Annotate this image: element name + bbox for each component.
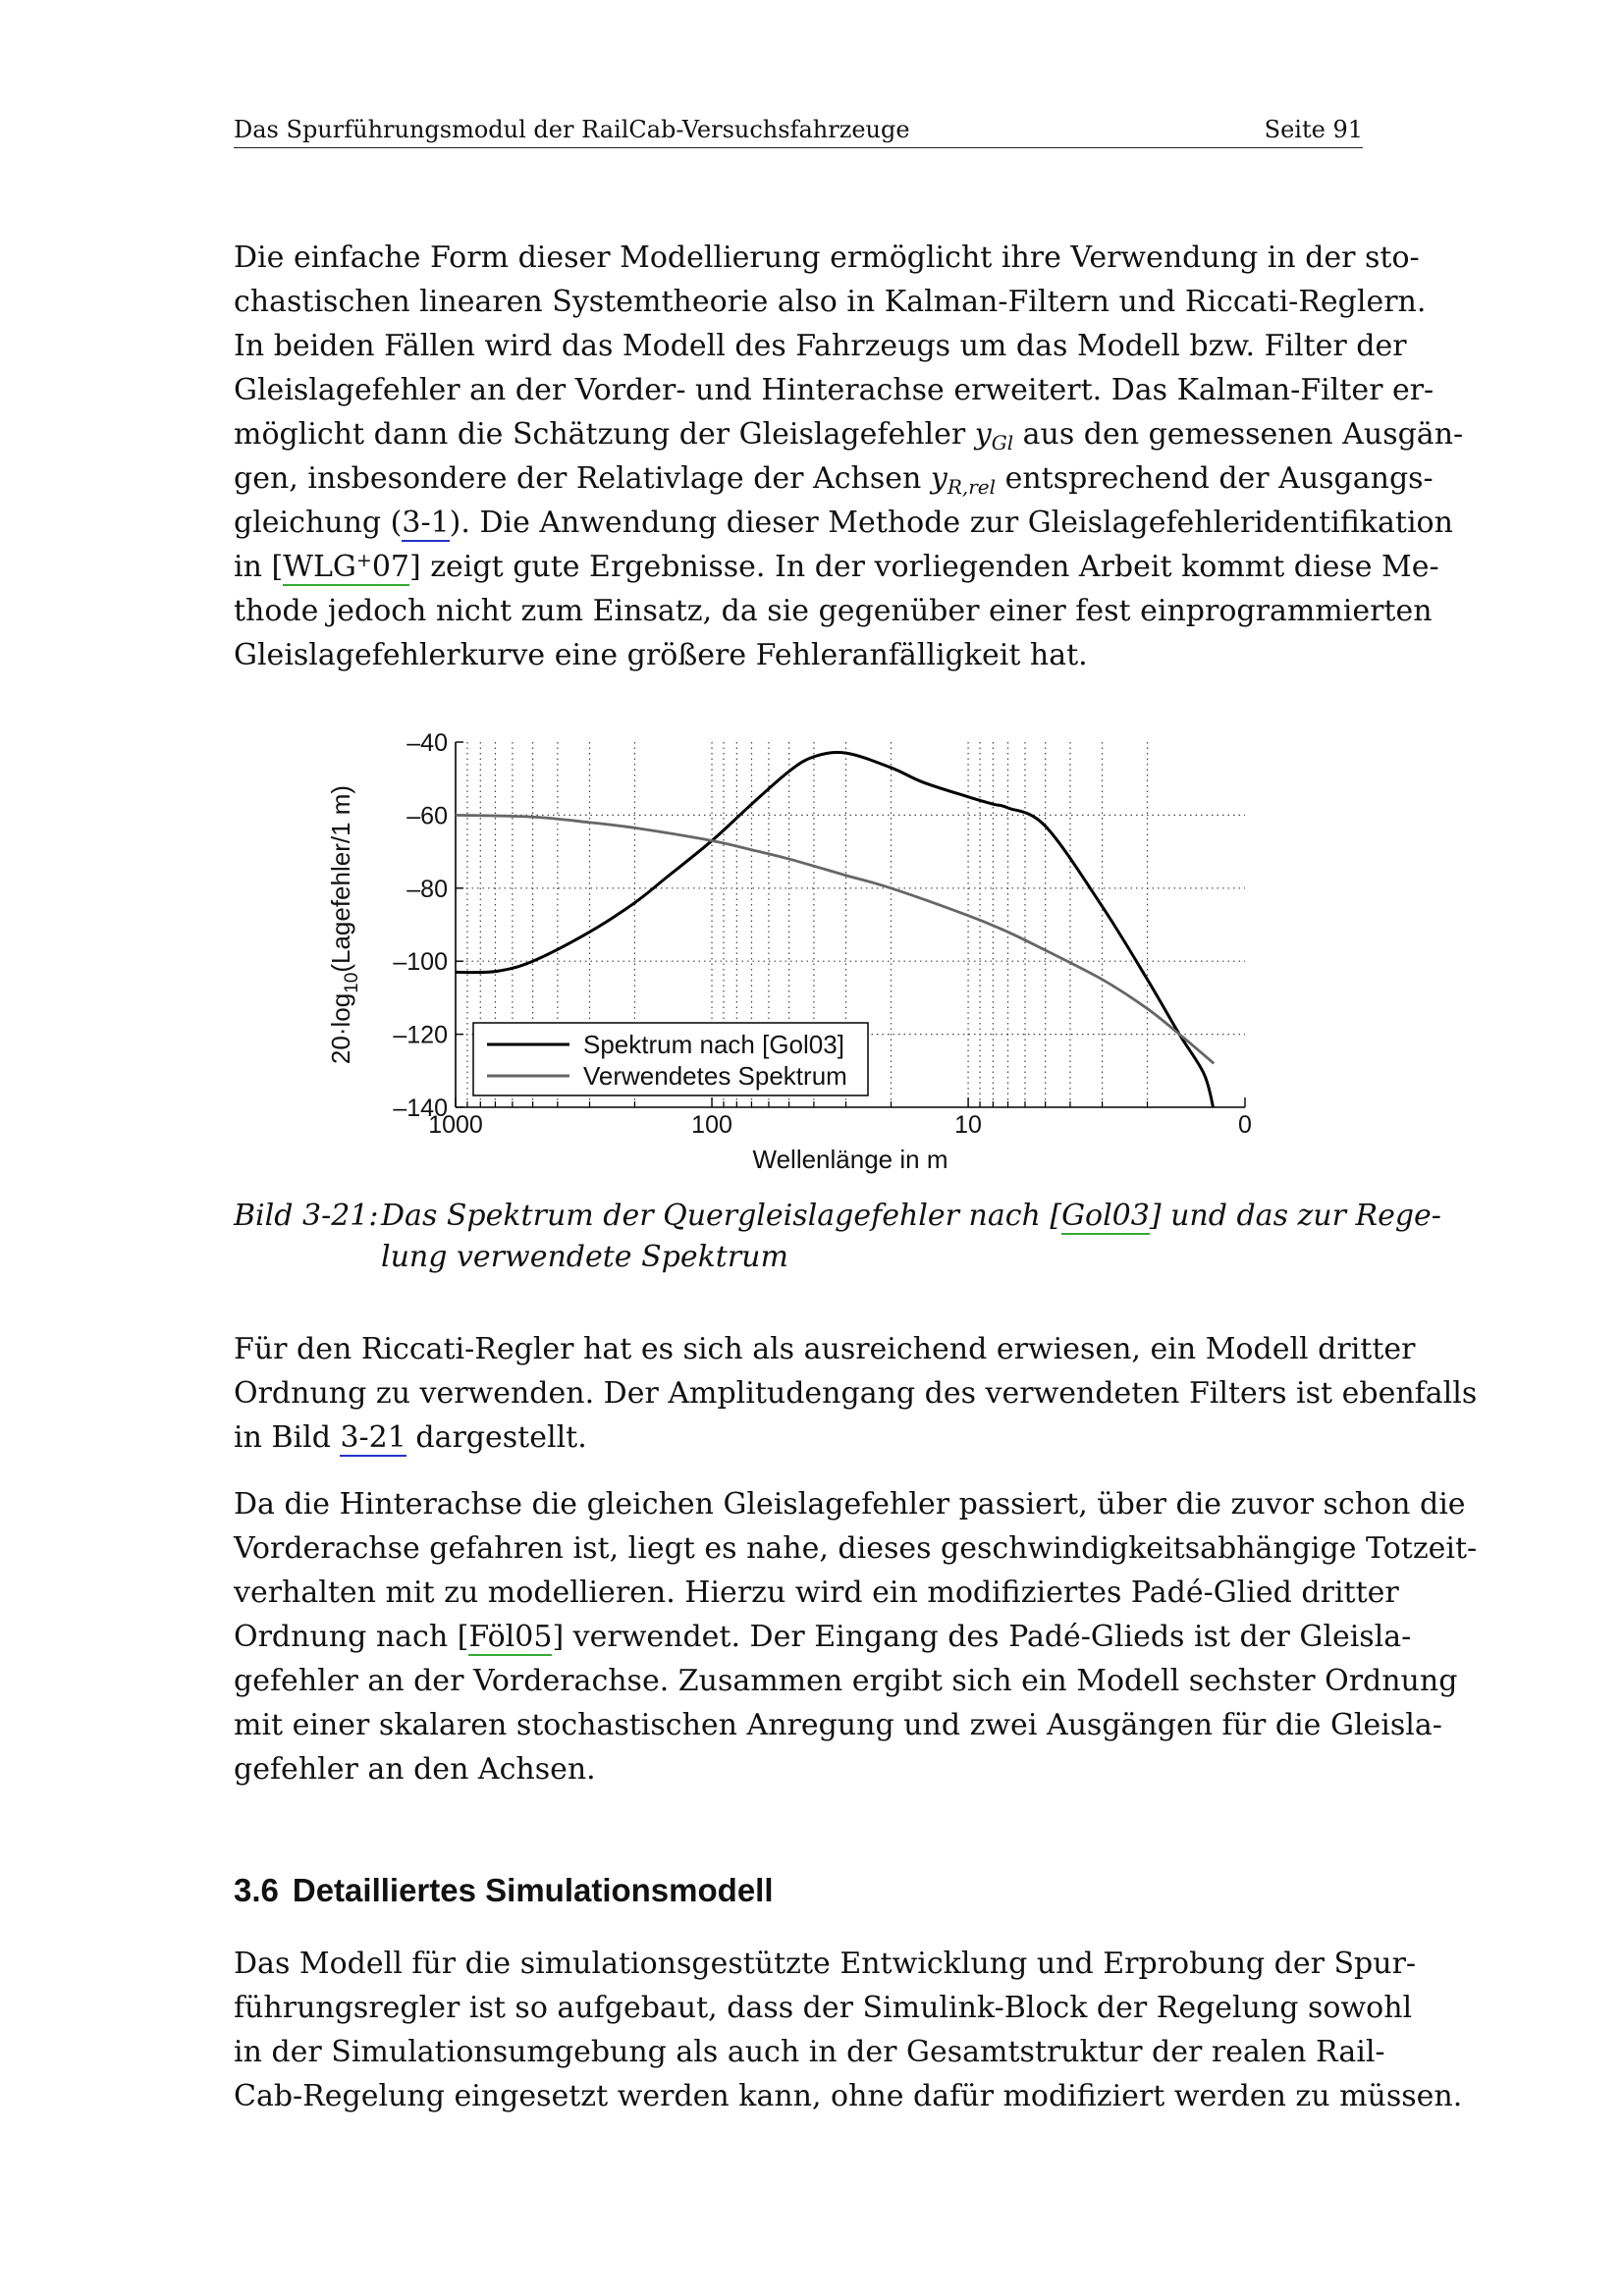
math-subscript: Gl xyxy=(991,431,1014,454)
text-line: gefehler an der Vorderachse. Zusammen ergibt sich ein Modell sechster Ordnung xyxy=(234,1664,1458,1698)
math-subscript: R,rel xyxy=(947,475,997,499)
x-tick-label: 1000 xyxy=(428,1111,483,1139)
text-line xyxy=(234,1615,1412,1659)
text-fragment: Das Spektrum der Quergleislagefehler nach [ xyxy=(381,1199,1062,1233)
text-line: Vorderachse gefahren ist, liegt es nahe, dieses geschwindigkeitsabhängige Totzeit- xyxy=(234,1531,1478,1566)
figure-link[interactable]: 3-21 xyxy=(340,1420,406,1455)
math-base: y xyxy=(974,417,992,452)
page-header xyxy=(234,112,1363,148)
text-line: In beiden Fällen wird das Modell des Fahrzeugs um das Modell bzw. Filter der xyxy=(234,329,1407,363)
citation-link[interactable]: Gol03 xyxy=(1061,1199,1150,1233)
text-fragment: ] verwendet. Der Eingang des Padé-Glieds ist der Gleisla- xyxy=(552,1620,1412,1654)
y-tick-label: –40 xyxy=(406,729,448,757)
text-line: führungsregler ist so aufgebaut, dass der Simulink-Block der Regelung sowohl xyxy=(234,1991,1413,2025)
y-tick-label: –120 xyxy=(393,1021,448,1049)
text-line xyxy=(234,545,1439,589)
text-line xyxy=(234,412,1464,456)
text-line: in der Simulationsumgebung als auch in der Gesamtstruktur der realen Rail- xyxy=(234,2035,1385,2069)
citation-link[interactable]: Föl05 xyxy=(468,1620,553,1654)
text-fragment: ] zeigt gute Ergebnisse. In der vorliegenden Arbeit kommt diese Me- xyxy=(409,550,1439,584)
text-fragment: dargestellt. xyxy=(406,1420,587,1455)
text-line: Ordnung zu verwenden. Der Amplitudengang des verwendeten Filters ist ebenfalls xyxy=(234,1376,1478,1411)
legend-label: Verwendetes Spektrum xyxy=(583,1061,847,1091)
text-fragment: gen, insbesondere der Relativlage der Achsen xyxy=(234,461,931,496)
x-axis-label: Wellenlänge in m xyxy=(752,1145,948,1174)
y-tick-label: –80 xyxy=(406,875,448,903)
text-line: Die einfache Form dieser Modellierung ermöglicht ihre Verwendung in der sto- xyxy=(234,240,1420,275)
section-heading xyxy=(234,1871,774,1910)
y-tick-label: –100 xyxy=(393,948,448,977)
text-line: Für den Riccati-Regler hat es sich als ausreichend erwiesen, ein Modell dritter xyxy=(234,1332,1416,1366)
paragraph-riccati xyxy=(234,1327,1478,1460)
math-y-rrel xyxy=(930,461,997,499)
legend-label: Spektrum nach [Gol03] xyxy=(583,1030,844,1059)
text-fragment: ] und das zur Rege- xyxy=(1149,1199,1441,1233)
text-line: gefehler an den Achsen. xyxy=(234,1752,596,1787)
text-fragment: in Bild xyxy=(234,1420,341,1455)
text-line xyxy=(234,1415,1363,1460)
text-line: Da die Hinterachse die gleichen Gleislagefehler passiert, über die zuvor schon die xyxy=(234,1487,1466,1522)
math-base: y xyxy=(930,461,947,496)
citation-year: 07 xyxy=(371,550,409,584)
citation-link[interactable] xyxy=(283,550,409,586)
text-fragment: aus den gemessenen Ausgän- xyxy=(1013,417,1464,452)
page-number: Seite 91 xyxy=(1264,116,1363,143)
text-fragment: in [ xyxy=(234,550,284,584)
equation-link[interactable]: 3-1 xyxy=(402,506,450,540)
paragraph-pade xyxy=(234,1482,1478,1791)
paragraph-kalman xyxy=(234,236,1464,677)
text-line: verhalten mit zu modellieren. Hierzu wird ein modifiziertes Padé-Glied dritter xyxy=(234,1575,1399,1610)
text-line: chastischen linearen Systemtheorie also in Kalman-Filtern und Riccati-Reglern. xyxy=(234,285,1427,319)
text-line: mit einer skalaren stochastischen Anregung und zwei Ausgängen für die Gleisla- xyxy=(234,1708,1442,1742)
y-tick-label: –140 xyxy=(393,1095,448,1122)
section-number: 3.6 xyxy=(234,1872,279,1908)
paragraph-simulation xyxy=(234,1942,1463,2118)
text-line xyxy=(234,456,1434,501)
math-y-gl xyxy=(975,417,1013,452)
caption-line: lung verwendete Spektrum xyxy=(381,1240,788,1274)
citation-text: WLG xyxy=(283,550,356,584)
text-fragment: Ordnung nach [ xyxy=(234,1620,469,1654)
y-tick-label: –60 xyxy=(406,802,448,830)
text-fragment: möglicht dann die Schätzung der Gleislagefehler xyxy=(234,417,975,452)
y-axis-label: $20\cdot\log_{10}(Lagefehler/1$ m) xyxy=(326,784,362,1065)
text-fragment: ). Die Anwendung dieser Methode zur Gleislagefehleridentifikation xyxy=(449,506,1453,540)
text-line: thode jedoch nicht zum Einsatz, da sie gegenüber einer fest einprogrammierten xyxy=(234,594,1433,628)
caption-label: Bild 3-21: xyxy=(234,1199,379,1233)
caption-line xyxy=(381,1196,1441,1237)
x-tick-label: 100 xyxy=(691,1111,732,1139)
x-tick-label: 0 xyxy=(1238,1111,1252,1139)
section-title-text: Detailliertes Simulationsmodell xyxy=(292,1872,774,1908)
text-line xyxy=(234,501,1453,545)
text-line: Cab-Regelung eingesetzt werden kann, ohne dafür modifiziert werden zu müssen. xyxy=(234,2079,1463,2113)
spectrum-figure xyxy=(314,717,1267,1188)
x-tick-label: 10 xyxy=(954,1111,982,1139)
text-fragment: entsprechend der Ausgangs- xyxy=(996,461,1434,496)
citation-superscript: + xyxy=(355,550,372,571)
text-fragment: gleichung ( xyxy=(234,506,403,540)
spectrum-chart xyxy=(314,717,1267,1188)
running-title: Das Spurführungsmodul der RailCab-Versuchsfahrzeuge xyxy=(234,116,910,143)
text-line: Gleislagefehlerkurve eine größere Fehleranfälligkeit hat. xyxy=(234,638,1088,672)
text-line: Gleislagefehler an der Vorder- und Hinterachse erweitert. Das Kalman-Filter er- xyxy=(234,373,1435,407)
text-line: Das Modell für die simulationsgestützte Entwicklung und Erprobung der Spur- xyxy=(234,1947,1417,1981)
